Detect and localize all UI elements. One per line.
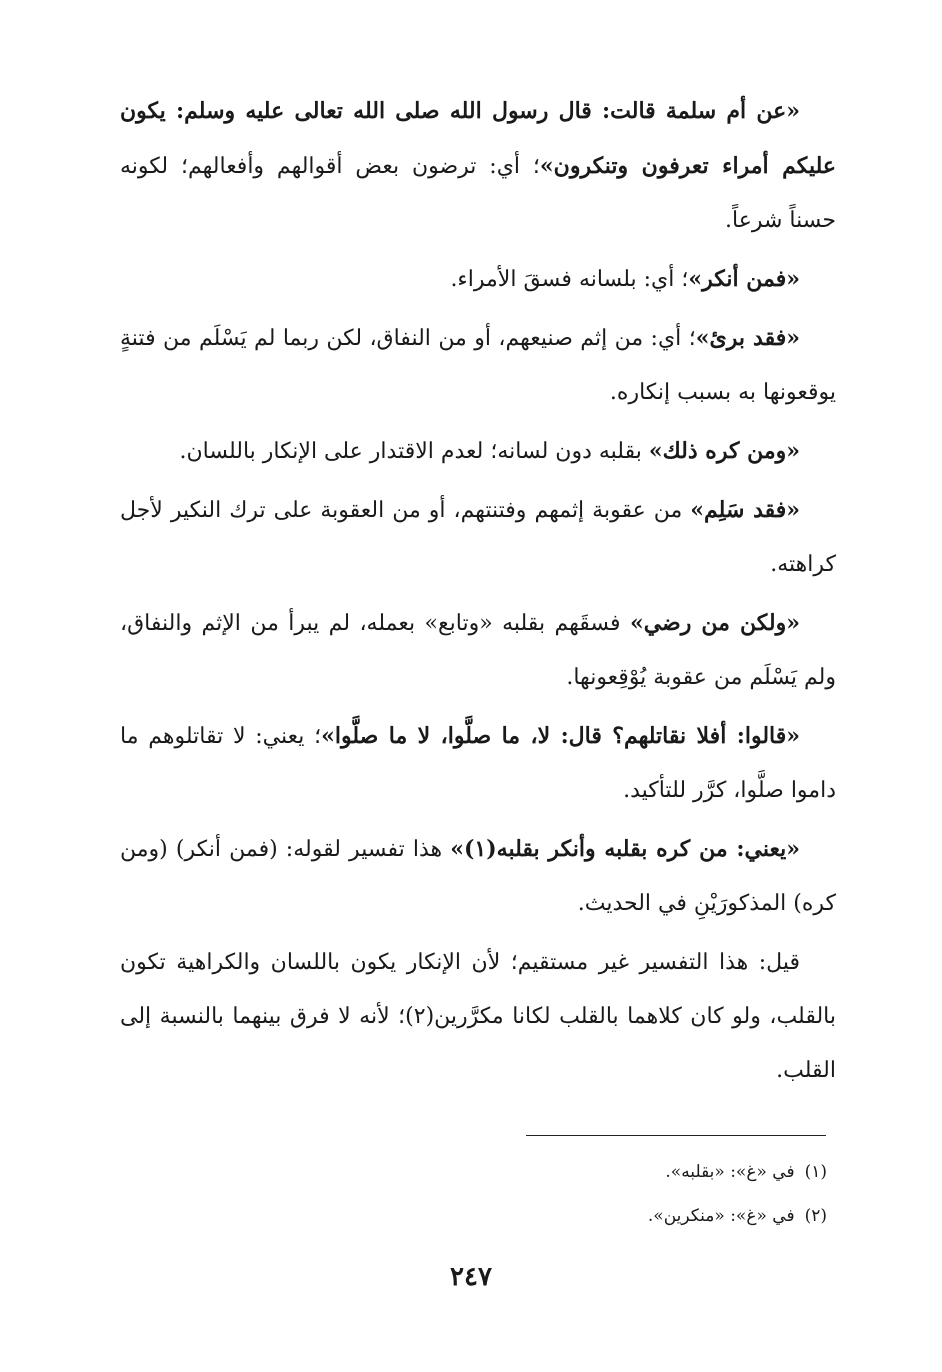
hadith-quote: «فمن أنكر» [688,266,800,292]
paragraph-8 [120,822,836,931]
footnote-1 [527,1150,827,1194]
page-number: ٢٤٧ [450,1262,492,1292]
footnote-text: في «غ»: «منكرين». [647,1206,795,1226]
footnote-number: (٢) [804,1206,827,1226]
hadith-quote: «عن أم سلمة قالت: قال رسول الله صلى الله تعالى عليه وسلم: يكون عليكم أمراء تعرفون وتنكرون» [120,98,836,179]
paragraph-2 [120,252,836,307]
commentary: فسقَهم بقلبه «وتابع» بعمله، لم يبرأ من الإثم والنفاق، ولم يَسْلَم من عقوبة يُوْقِعونها. [120,611,836,690]
footnote-divider [526,1135,826,1136]
paragraph-7 [120,709,836,818]
hadith-quote: «ومن كره ذلك» [648,438,800,464]
hadith-quote: «ولكن من رضي» [629,610,800,636]
paragraph-9 [120,935,836,1098]
main-text [120,84,836,1102]
commentary: قيل: هذا التفسير غير مستقيم؛ لأن الإنكار يكون باللسان والكراهية تكون بالقلب، ولو كان كلاهما بالقلب لكانا مكرَّرين(٢)؛ لأنه لا فرق بينهما بالنسبة إلى القلب. [120,950,836,1083]
commentary: بقلبه دون لسانه؛ لعدم الاقتدار على الإنكار باللسان. [179,439,649,464]
hadith-quote: «قالوا: أفلا نقاتلهم؟ قال: لا، ما صلَّوا، لا ما صلَّوا» [321,723,800,749]
paragraph-5 [120,483,836,592]
commentary: ؛ أي: من إثم صنيعهم، أو من النفاق، لكن ربما لم يَسْلَم من فتنةٍ يوقعونها به بسبب إنكاره. [120,326,836,405]
footnote-2 [527,1194,827,1238]
hadith-quote: «يعني: من كره بقلبه وأنكر بقلبه(١)» [450,836,800,862]
commentary: ؛ أي: بلسانه فسقَ الأمراء. [450,267,689,292]
hadith-quote: «فقد سَلِم» [690,497,801,523]
paragraph-1 [120,84,836,248]
footnote-text: في «غ»: «بقلبه». [665,1162,795,1182]
paragraph-6 [120,596,836,705]
commentary: ؛ يعني: لا تقاتلوهم ما داموا صلَّوا، كرَّر للتأكيد. [120,724,836,803]
commentary: هذا تفسير لقوله: (فمن أنكر) (ومن كره) المذكورَيْنِ في الحديث. [120,837,836,916]
footnote-number: (١) [804,1162,827,1182]
commentary: من عقوبة إثمهم وفتنتهم، أو من العقوبة على ترك النكير لأجل كراهته. [120,498,836,577]
commentary: ؛ أي: ترضون بعض أقوالهم وأفعالهم؛ لكونه حسناً شرعاً. [120,154,836,233]
footnotes [527,1150,827,1238]
paragraph-4 [120,424,836,479]
paragraph-3 [120,311,836,420]
hadith-quote: «فقد برئ» [695,325,800,351]
